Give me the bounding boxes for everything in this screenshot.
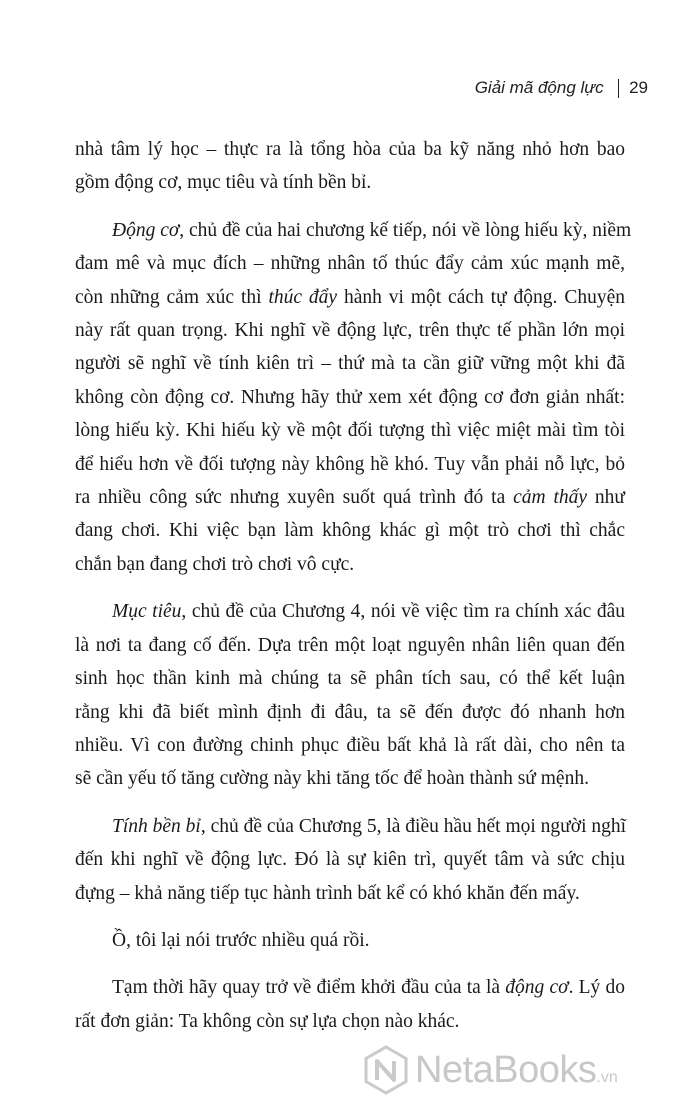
text-run: , chủ đề của Chương 4, nói về việc tìm ra chính xác đâu bbox=[181, 601, 626, 623]
text-line bbox=[75, 810, 625, 843]
text-run: người sẽ nghĩ về tính kiên trì – thứ mà ta cần giữ vững một khi đã bbox=[75, 353, 625, 375]
text-run: đam mê và mục đích – những nhân tố thúc đẩy cảm xúc mạnh mẽ, bbox=[75, 253, 625, 275]
emphasis-term: động cơ bbox=[505, 977, 569, 999]
text-run: hành vi một cách tự động. Chuyện bbox=[337, 286, 625, 308]
text-line bbox=[75, 662, 625, 695]
text-line bbox=[75, 448, 625, 481]
text-line bbox=[75, 595, 625, 628]
text-line bbox=[75, 877, 625, 910]
text-line bbox=[75, 1005, 625, 1038]
text-line bbox=[75, 514, 625, 547]
text-run: gồm động cơ, mục tiêu và tính bền bỉ. bbox=[75, 172, 372, 194]
text-line bbox=[75, 924, 625, 957]
text-line bbox=[75, 971, 625, 1004]
text-line bbox=[75, 629, 625, 662]
emphasis-term: Động cơ bbox=[112, 219, 180, 241]
text-line bbox=[75, 133, 625, 166]
emphasis-term: Mục tiêu bbox=[112, 601, 182, 623]
text-run: như bbox=[587, 487, 625, 509]
text-run: còn những cảm xúc thì bbox=[75, 286, 269, 308]
text-run: đang chơi. Khi việc bạn làm không khác gì một trò chơi thì chắc bbox=[75, 520, 625, 542]
text-run: ra nhiều công sức nhưng xuyên suốt quá trình đó ta bbox=[75, 487, 514, 509]
text-run: lòng hiếu kỳ. Khi hiếu kỳ về một đối tượng thì việc miệt mài tìm tòi bbox=[75, 420, 625, 442]
emphasis-term: cảm thấy bbox=[513, 487, 588, 509]
text-line bbox=[75, 314, 625, 347]
paragraph bbox=[75, 595, 625, 795]
paragraph bbox=[75, 133, 625, 200]
watermark bbox=[363, 1045, 618, 1095]
text-line bbox=[75, 414, 625, 447]
text-run: sẽ cần yếu tố tăng cường này khi tăng tốc để hoàn thành sứ mệnh. bbox=[75, 768, 589, 790]
text-line bbox=[75, 762, 625, 795]
text-line bbox=[75, 281, 625, 314]
text-run: chắn bạn đang chơi trò chơi vô cực. bbox=[75, 553, 355, 575]
text-run: đựng – khả năng tiếp tục hành trình bất kể có khó khăn đến mấy. bbox=[75, 882, 580, 904]
emphasis-term: Tính bền bỉ bbox=[112, 815, 201, 837]
body-text bbox=[75, 133, 632, 1052]
text-run: sinh học thần kinh mà chúng ta sẽ phân tích sau, có thể kết luận bbox=[75, 668, 625, 690]
running-head bbox=[475, 78, 648, 98]
paragraph bbox=[75, 924, 625, 957]
text-line bbox=[75, 548, 625, 581]
text-line bbox=[75, 347, 625, 380]
text-run: để hiểu hơn về đối tượng này không hề khó. Tuy vẫn phải nỗ lực, bỏ bbox=[75, 453, 625, 475]
netabooks-logo-icon bbox=[363, 1045, 409, 1095]
text-line bbox=[75, 696, 625, 729]
chapter-title: Giải mã động lực bbox=[474, 78, 604, 97]
paragraph bbox=[75, 810, 625, 910]
text-run: , chủ đề của Chương 5, là điều hầu hết mọi người nghĩ bbox=[200, 815, 627, 837]
text-run: . Lý do bbox=[568, 977, 625, 999]
text-run: Ồ, tôi lại nói trước nhiều quá rồi. bbox=[112, 929, 370, 951]
text-run: không còn động cơ. Nhưng hãy thử xem xét động cơ đơn giản nhất: bbox=[75, 386, 625, 408]
text-run: đến khi nghĩ về động lực. Đó là sự kiên trì, quyết tâm và sức chịu bbox=[75, 849, 625, 871]
watermark-suffix: .vn bbox=[596, 1069, 618, 1086]
text-run: rằng khi đã biết mình định đi đâu, ta sẽ đến được đó nhanh hơn bbox=[75, 701, 625, 723]
paragraph bbox=[75, 214, 632, 581]
watermark-brand: NetaBooks bbox=[415, 1048, 597, 1091]
text-line bbox=[75, 214, 632, 247]
paragraph bbox=[75, 971, 625, 1038]
text-line bbox=[75, 247, 625, 280]
text-run: rất đơn giản: Ta không còn sự lựa chọn nào khác. bbox=[75, 1010, 460, 1032]
text-run: , chủ đề của hai chương kế tiếp, nói về lòng hiếu kỳ, niềm bbox=[179, 219, 632, 241]
text-run: này rất quan trọng. Khi nghĩ về động lực, trên thực tế phần lớn mọi bbox=[75, 320, 625, 342]
header-divider bbox=[618, 79, 620, 98]
text-run: nhà tâm lý học – thực ra là tổng hòa của ba kỹ năng nhỏ hơn bao bbox=[75, 139, 625, 160]
page-number: 29 bbox=[629, 78, 648, 97]
text-line bbox=[75, 481, 625, 514]
text-line bbox=[75, 166, 625, 199]
text-line bbox=[75, 729, 625, 762]
text-run: là nơi ta đang cố đến. Dựa trên một loạt nguyên nhân liên quan đến bbox=[75, 634, 625, 656]
emphasis-term: thúc đẩy bbox=[268, 286, 338, 308]
text-line bbox=[75, 843, 625, 876]
text-run: Tạm thời hãy quay trở về điểm khởi đầu của ta là bbox=[112, 977, 506, 999]
text-line bbox=[75, 381, 625, 414]
text-run: nhiều. Vì con đường chinh phục điều bất khả là rất dài, cho nên ta bbox=[75, 734, 625, 756]
